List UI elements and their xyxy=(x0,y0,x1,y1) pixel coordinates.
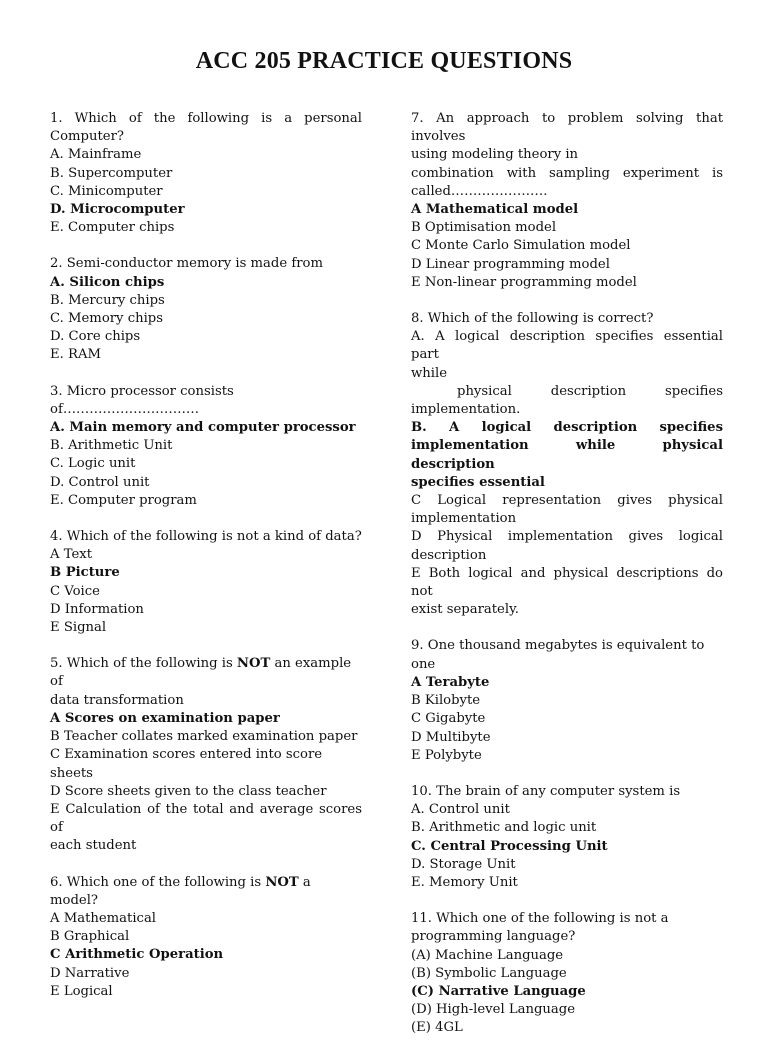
question-stem: 9. One thousand megabytes is equivalent to one xyxy=(411,638,705,672)
option-a-answer: A Terabyte xyxy=(411,674,490,690)
option-e-cont: each student xyxy=(50,838,137,854)
question-7 xyxy=(411,110,723,292)
option-b: B. Mercury chips xyxy=(50,292,165,308)
option-b: B Teacher collates marked examination paper xyxy=(50,729,358,745)
option-a-answer: A. Main memory and computer processor xyxy=(50,420,356,436)
option-e: E Logical xyxy=(50,983,113,999)
option-d-answer: D. Microcomputer xyxy=(50,202,185,218)
option-e: E. Computer chips xyxy=(50,220,175,236)
option-a-answer: A Mathematical model xyxy=(411,202,579,218)
question-1 xyxy=(50,110,362,237)
question-stem-cont: called…………………. xyxy=(411,183,548,199)
question-stem-cont: combination with sampling experiment is xyxy=(411,165,723,181)
option-e: E Signal xyxy=(50,620,107,636)
stem-emphasis: NOT xyxy=(265,874,299,890)
question-10 xyxy=(411,783,723,892)
option-b: B Graphical xyxy=(50,929,130,945)
option-e: E Calculation of the total and average scores of xyxy=(50,801,362,836)
option-b: B Kilobyte xyxy=(411,693,481,709)
option-c: C Monte Carlo Simulation model xyxy=(411,238,631,254)
option-c-answer: C Arithmetic Operation xyxy=(50,947,224,963)
question-stem: 10. The brain of any computer system is xyxy=(411,783,681,799)
option-c: C. Minicomputer xyxy=(50,183,163,199)
left-column xyxy=(50,110,362,1019)
option-a-cont: while xyxy=(411,365,448,381)
option-b: (B) Symbolic Language xyxy=(411,965,567,981)
option-c-answer: (C) Narrative Language xyxy=(411,983,586,999)
right-column xyxy=(411,110,723,1056)
option-d-cont: description xyxy=(411,547,487,563)
option-c: C Logical representation gives physical xyxy=(411,493,723,509)
question-stem: 1. Which of the following is a personal xyxy=(50,111,362,126)
option-a: A Mathematical xyxy=(50,910,157,926)
option-d: (D) High-level Language xyxy=(411,1002,576,1018)
question-5 xyxy=(50,655,362,855)
option-d: D Narrative xyxy=(50,965,130,981)
question-11 xyxy=(411,910,723,1037)
option-a-cont: physical description specifies xyxy=(457,383,723,399)
option-c: C Gigabyte xyxy=(411,711,486,727)
question-stem xyxy=(50,655,362,691)
option-b-answer-cont: implementation while physical description xyxy=(411,438,723,472)
option-e: E Polybyte xyxy=(411,747,482,763)
stem-text: 5. Which of the following is xyxy=(50,656,237,672)
question-stem: 11. Which one of the following is not a xyxy=(411,911,669,927)
option-c: C. Memory chips xyxy=(50,311,164,327)
question-stem: 4. Which of the following is not a kind of data? xyxy=(50,529,362,545)
question-stem xyxy=(50,874,362,910)
option-d: D Linear programming model xyxy=(411,256,610,272)
question-2 xyxy=(50,255,362,364)
question-stem-cont: using modeling theory in xyxy=(411,147,579,163)
option-c: C Voice xyxy=(50,583,100,599)
option-a: A. Mainframe xyxy=(50,147,142,163)
option-d: D Physical implementation gives logical xyxy=(411,529,723,545)
option-e: E Non-linear programming model xyxy=(411,274,637,290)
question-stem-cont: programming language? xyxy=(411,929,576,945)
option-e: E. Computer program xyxy=(50,492,197,508)
option-a-answer: A. Silicon chips xyxy=(50,274,165,290)
option-b-answer-cont: specifies essential xyxy=(411,474,545,490)
option-b: B. Arithmetic and logic unit xyxy=(411,820,597,836)
question-8 xyxy=(411,310,723,619)
stem-text: an example of xyxy=(50,656,352,690)
option-e: E. RAM xyxy=(50,347,101,363)
question-stem: 7. An approach to problem solving that involves xyxy=(411,111,723,145)
question-stem: 2. Semi-conductor memory is made from xyxy=(50,256,323,272)
option-d: D Score sheets given to the class teacher xyxy=(50,783,327,799)
question-9 xyxy=(411,637,723,764)
option-e-cont: exist separately. xyxy=(411,602,519,618)
question-stem-cont: Computer? xyxy=(50,129,124,145)
option-b-answer: B. A logical description specifies xyxy=(411,420,723,436)
question-stem: 8. Which of the following is correct? xyxy=(411,311,654,327)
page-title: ACC 205 PRACTICE QUESTIONS xyxy=(195,48,573,74)
question-stem-cont: data transformation xyxy=(50,692,184,708)
option-b: B. Arithmetic Unit xyxy=(50,438,173,454)
option-c: C. Logic unit xyxy=(50,456,136,472)
question-4 xyxy=(50,528,362,637)
option-e: E. Memory Unit xyxy=(411,874,518,890)
option-c-answer: C. Central Processing Unit xyxy=(411,838,608,854)
stem-text: a model? xyxy=(50,874,311,908)
stem-text: 6. Which one of the following is xyxy=(50,874,266,890)
option-b: B. Supercomputer xyxy=(50,165,173,181)
option-e: E Both logical and physical descriptions do not xyxy=(411,565,723,600)
option-d: D. Core chips xyxy=(50,329,141,345)
option-a-answer: A Scores on examination paper xyxy=(50,710,280,726)
option-a-cont: implementation. xyxy=(411,402,521,418)
option-c-cont: implementation xyxy=(411,511,517,527)
option-a: A. Control unit xyxy=(411,802,510,818)
option-e: (E) 4GL xyxy=(411,1020,463,1036)
option-d: D Multibyte xyxy=(411,729,491,745)
question-6 xyxy=(50,874,362,1001)
option-a: A Text xyxy=(50,547,93,563)
option-d: D. Storage Unit xyxy=(411,856,516,872)
option-a: (A) Machine Language xyxy=(411,947,564,963)
option-d: D. Control unit xyxy=(50,474,150,490)
question-stem: 3. Micro processor consists of…………………………. xyxy=(50,383,234,417)
option-c: C Examination scores entered into score sheets xyxy=(50,747,323,781)
option-b-answer: B Picture xyxy=(50,565,120,581)
option-d: D Information xyxy=(50,601,144,617)
option-b: B Optimisation model xyxy=(411,220,557,236)
question-3 xyxy=(50,383,362,510)
option-a: A. A logical description specifies essential part xyxy=(411,329,723,363)
stem-emphasis: NOT xyxy=(236,656,271,672)
